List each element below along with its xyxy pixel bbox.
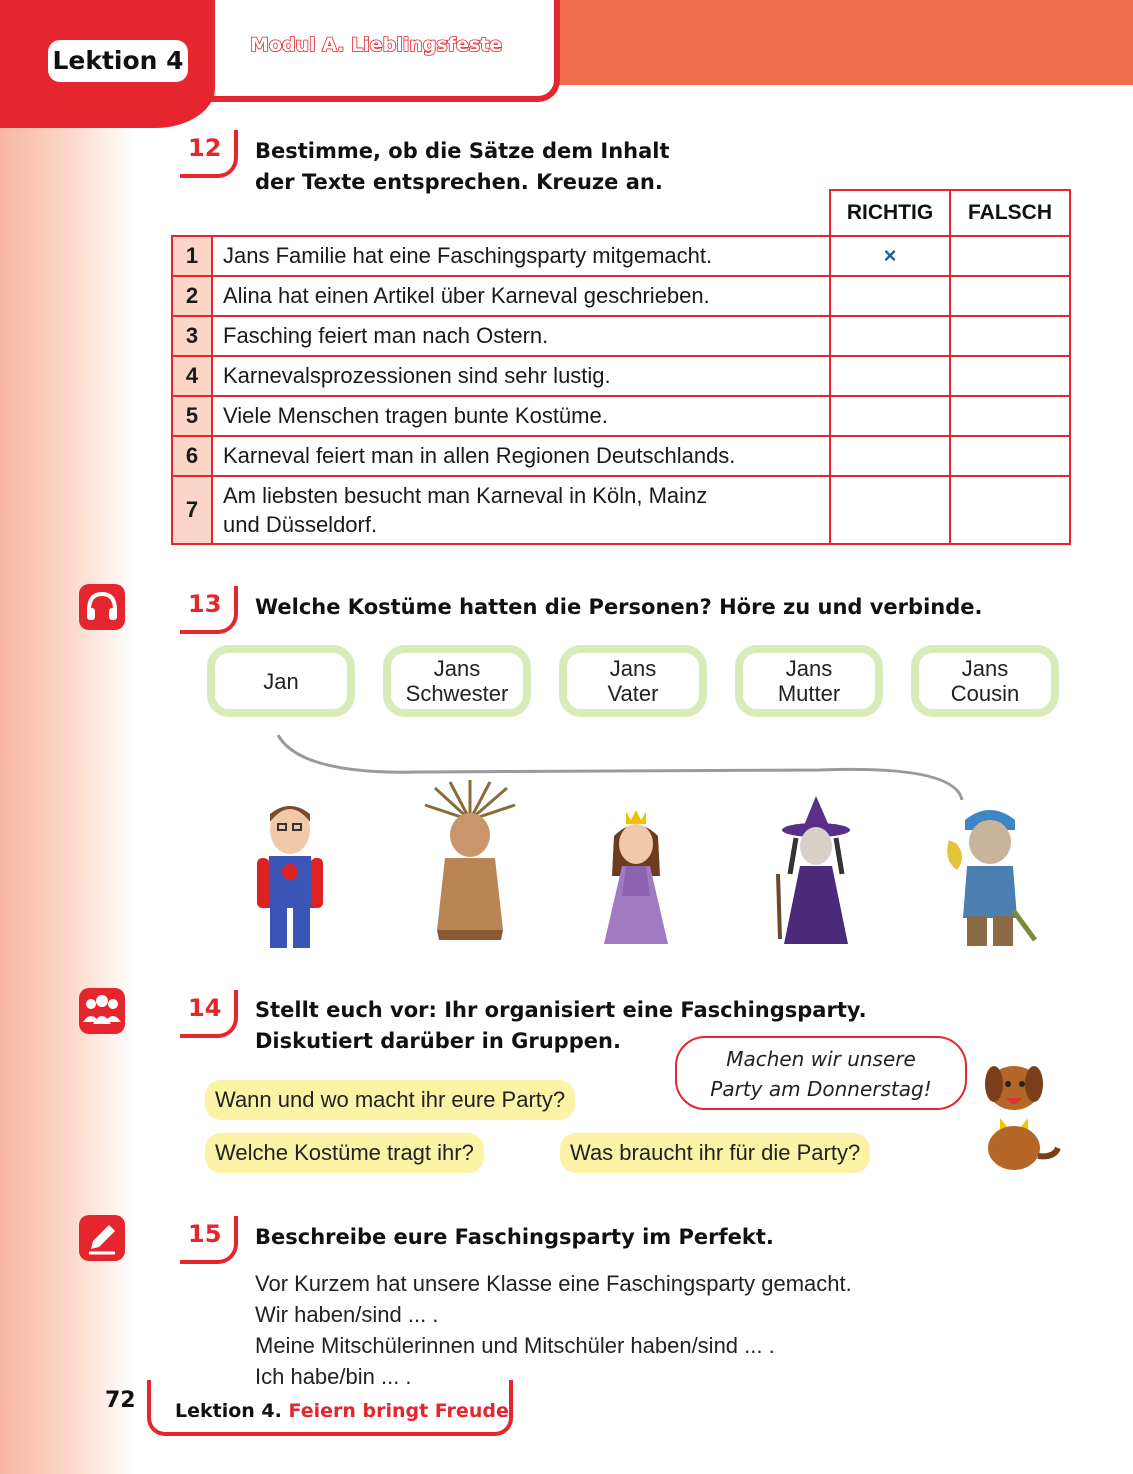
exercise-15-number: 15 — [180, 1216, 240, 1266]
exercise-13-instruction: Welche Kostüme hatten die Personen? Höre zu und verbinde. — [255, 595, 983, 619]
speech-bubble: Machen wir unsere Party am Donnerstag! — [675, 1036, 967, 1110]
dog-illustration — [972, 1058, 1062, 1173]
pirate-costume-figure[interactable] — [935, 800, 1040, 950]
exercise-12-number: 12 — [180, 130, 240, 180]
name-bubble-cousin[interactable]: Jans Cousin — [911, 645, 1059, 717]
name-bubble-jan[interactable]: Jan — [207, 645, 355, 717]
richtig-checkbox[interactable]: × — [830, 236, 950, 276]
question-highlight-3: Was braucht ihr für die Party? — [560, 1133, 870, 1173]
column-header-falsch: FALSCH — [950, 190, 1070, 236]
page-footer — [83, 1380, 513, 1442]
exercise-15-instruction: Beschreibe eure Faschingsparty im Perfekt. — [255, 1225, 774, 1249]
statement-text: Karneval feiert man in allen Regionen Deutschlands. — [212, 436, 830, 476]
princess-costume-figure[interactable] — [596, 806, 676, 948]
exercise-14-number: 14 — [180, 990, 240, 1040]
footer-title: Lektion 4. Feiern bringt Freude — [175, 1400, 509, 1422]
name-bubble-schwester[interactable]: Jans Schwester — [383, 645, 531, 717]
module-title: Modul A. Lieblingsfeste — [250, 34, 503, 56]
statement-text: Fasching feiert man nach Ostern. — [212, 316, 830, 356]
indian-chief-costume-figure[interactable] — [415, 780, 525, 948]
statement-text: Viele Menschen tragen bunte Kostüme. — [212, 396, 830, 436]
pencil-icon — [79, 1215, 125, 1261]
statement-text: Jans Familie hat eine Faschingsparty mitgemacht. — [212, 236, 830, 276]
statement-text: Alina hat einen Artikel über Karneval geschrieben. — [212, 276, 830, 316]
question-highlight-1: Wann und wo macht ihr eure Party? — [205, 1080, 575, 1120]
row-number: 7 — [172, 476, 212, 544]
name-bubble-mutter[interactable]: Jans Mutter — [735, 645, 883, 717]
row-number: 5 — [172, 396, 212, 436]
statement-text: Am liebsten besucht man Karneval in Köln, Mainz und Düsseldorf. — [212, 476, 830, 544]
exercise-14-instruction: Stellt euch vor: Ihr organisiert eine Faschingsparty. Diskutiert darüber in Gruppen. — [255, 998, 867, 1053]
row-number: 3 — [172, 316, 212, 356]
exercise-13-number: 13 — [180, 586, 240, 636]
page-number: 72 — [105, 1388, 136, 1413]
question-highlight-2: Welche Kostüme tragt ihr? — [205, 1133, 484, 1173]
spiderman-costume-figure[interactable] — [245, 798, 335, 953]
lesson-badge: Lektion 4 — [48, 40, 188, 82]
row-number: 6 — [172, 436, 212, 476]
name-bubble-vater[interactable]: Jans Vater — [559, 645, 707, 717]
group-work-icon — [79, 988, 125, 1034]
statement-text: Karnevalsprozessionen sind sehr lustig. — [212, 356, 830, 396]
witch-costume-figure[interactable] — [768, 794, 863, 948]
row-number: 1 — [172, 236, 212, 276]
column-header-richtig: RICHTIG — [830, 190, 950, 236]
writing-prompt: Vor Kurzem hat unsere Klasse eine Faschingsparty gemacht. Wir haben/sind ... . Meine Mitschülerinnen und Mitschüler haben/sind ... . Ich habe/bin ... . — [255, 1271, 852, 1389]
row-number: 2 — [172, 276, 212, 316]
row-number: 4 — [172, 356, 212, 396]
exercise-12-instruction: Bestimme, ob die Sätze dem Inhalt der Texte entsprechen. Kreuze an. — [255, 139, 670, 194]
